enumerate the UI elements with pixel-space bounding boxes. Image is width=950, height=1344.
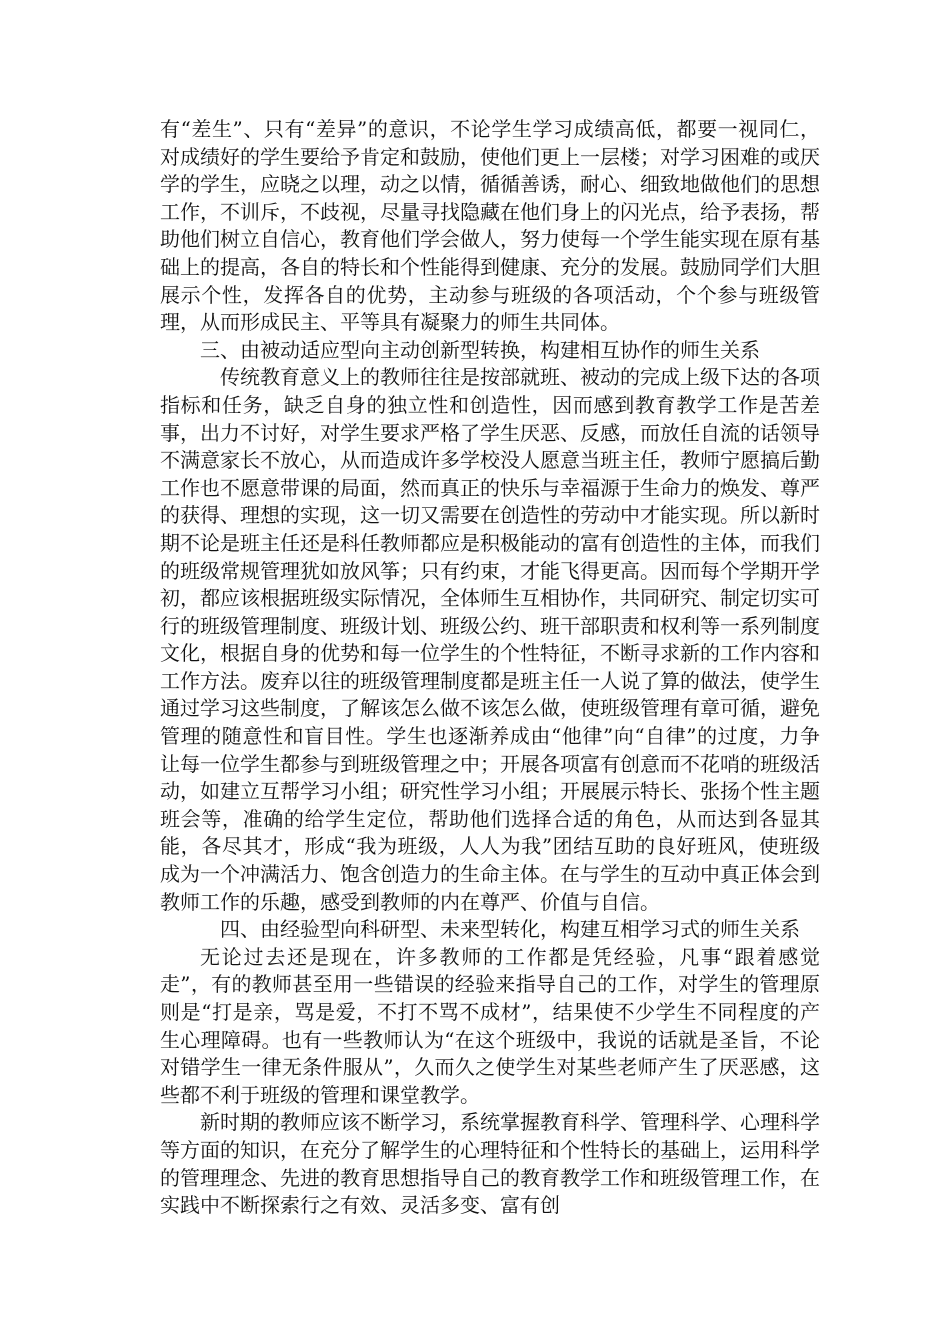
document-page [160,116,820,1220]
paragraph-3: 无论过去还是现在，许多教师的工作都是凭经验，凡事“跟着感觉走”，有的教师甚至用一些错误的经验来指导自己的工作，对学生的管理原则是“打是亲，骂是爱，不打不骂不成材”，结果使不少学生不同程度的产生心理障碍。也有一些教师认为“在这个班级中，我说的话就是圣旨，不论对错学生一律无条件服从”，久而久之使学生对某些老师产生了厌恶感，这些都不利于班级的管理和课堂教学。 [160,944,820,1107]
section-heading-4: 四、由经验型向科研型、未来型转化，构建互相学习式的师生关系 [220,917,800,942]
paragraph-2: 传统教育意义上的教师往往是按部就班、被动的完成上级下达的各项指标和任务，缺乏自身的独立性和创造性，因而感到教育教学工作是苦差事，出力不讨好，对学生要求严格了学生厌恶、反感，而放任自流的话领导不满意家长不放心，从而造成许多学校没人愿意当班主任，教师宁愿搞后勤工作也不愿意带课的局面，然而真正的快乐与幸福源于生命力的焕发、尊严的获得、理想的实现，这一切又需要在创造性的劳动中才能实现。所以新时期不论是班主任还是科任教师都应是积极能动的富有创造性的主体，而我们的班级常规管理犹如放风筝；只有约束，才能飞得更高。因而每个学期开学初，都应该根据班级实际情况，全体师生互相协作，共同研究、制定切实可行的班级管理制度、班级计划、班级公约、班干部职责和权利等一系列制度文化，根据自身的优势和每一位学生的个性特征，不断寻求新的工作内容和工作方法。废弃以往的班级管理制度都是班主任一人说了算的做法，使学生通过学习这些制度，了解该怎么做不该怎么做，使班级管理有章可循，避免管理的随意性和盲目性。学生也逐渐养成由“他律”向“自律”的过度，力争让每一位学生都参与到班级管理之中；开展各项富有创意而不花哨的班级活动，如建立互帮学习小组；研究性学习小组；开展展示特长、张扬个性主题班会等，准确的给学生定位，帮助他们选择合适的角色，从而达到各显其能，各尽其才，形成“我为班级，人人为我”团结互助的良好班风，使班级成为一个冲满活力、饱含创造力的生命主体。在与学生的互动中真正体会到教师工作的乐趣，感受到教师的内在尊严、价值与自信。 [160,365,820,914]
section-heading-3: 三、由被动适应型向主动创新型转换，构建相互协作的师生关系 [200,337,760,362]
paragraph-4: 新时期的教师应该不断学习，系统掌握教育科学、管理科学、心理科学等方面的知识，在充分了解学生的心理特征和个性特长的基础上，运用科学的管理理念、先进的教育思想指导自己的教育教学工作和班级管理工作，在实践中不断探索行之有效、灵活多变、富有创 [160,1110,820,1218]
paragraph-1: 有“差生”、只有“差异”的意识，不论学生学习成绩高低，都要一视同仁，对成绩好的学生要给予肯定和鼓励，使他们更上一层楼；对学习困难的或厌学的学生，应晓之以理，动之以情，循循善诱，耐心、细致地做他们的思想工作，不训斥，不歧视，尽量寻找隐藏在他们身上的闪光点，给予表扬，帮助他们树立自信心，教育他们学会做人，努力使每一个学生能实现在原有基础上的提高，各自的特长和个性能得到健康、充分的发展。鼓励同学们大胆展示个性，发挥各自的优势，主动参与班级的各项活动，个个参与班级管理，从而形成民主、平等具有凝聚力的师生共同体。 [160,117,820,335]
